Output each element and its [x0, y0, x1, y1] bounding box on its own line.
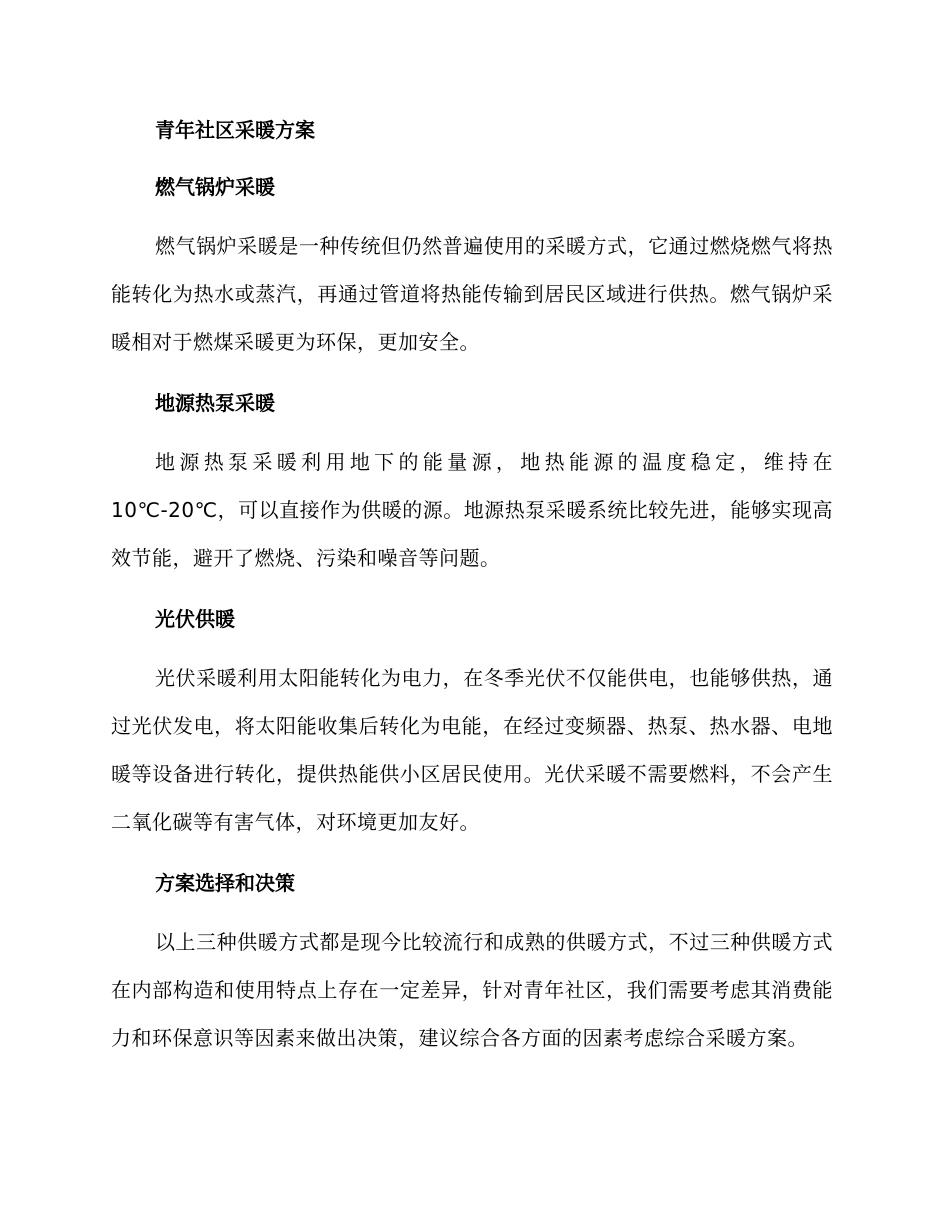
section-paragraph-ground-source-heat-pump: 地源热泵采暖利用地下的能量源，地热能源的温度稳定，维持在 10℃-20℃，可以直接作为供暖的源。地源热泵采暖系统比较先进，能够实现高效节能，避开了燃烧、污染和噪音等问题。 [111, 450, 833, 570]
document-title: 青年社区采暖方案 [155, 118, 315, 142]
section-paragraph-gas-boiler: 燃气锅炉采暖是一种传统但仍然普遍使用的采暖方式，它通过燃烧燃气将热能转化为热水或蒸汽，再通过管道将热能传输到居民区域进行供热。燃气锅炉采暖相对于燃煤采暖更为环保，更加安全。 [111, 234, 833, 354]
section-heading-gas-boiler: 燃气锅炉采暖 [155, 175, 275, 199]
section-heading-photovoltaic-heating: 光伏供暖 [155, 607, 235, 631]
section-heading-ground-source-heat-pump: 地源热泵采暖 [155, 391, 275, 415]
section-paragraph-decision: 以上三种供暖方式都是现今比较流行和成熟的供暖方式，不过三种供暖方式在内部构造和使用特点上存在一定差异，针对青年社区，我们需要考虑其消费能力和环保意识等因素来做出决策，建议综合各方面的因素考虑综合采暖方案。 [111, 930, 833, 1050]
section-paragraph-photovoltaic-heating: 光伏采暖利用太阳能转化为电力，在冬季光伏不仅能供电，也能够供热，通过光伏发电，将太阳能收集后转化为电能，在经过变频器、热泵、热水器、电地暖等设备进行转化，提供热能供小区居民使用。光伏采暖不需要燃料，不会产生二氧化碳等有害气体，对环境更加友好。 [111, 666, 833, 834]
document-page [111, 110, 833, 1079]
section-heading-decision: 方案选择和决策 [155, 871, 295, 895]
